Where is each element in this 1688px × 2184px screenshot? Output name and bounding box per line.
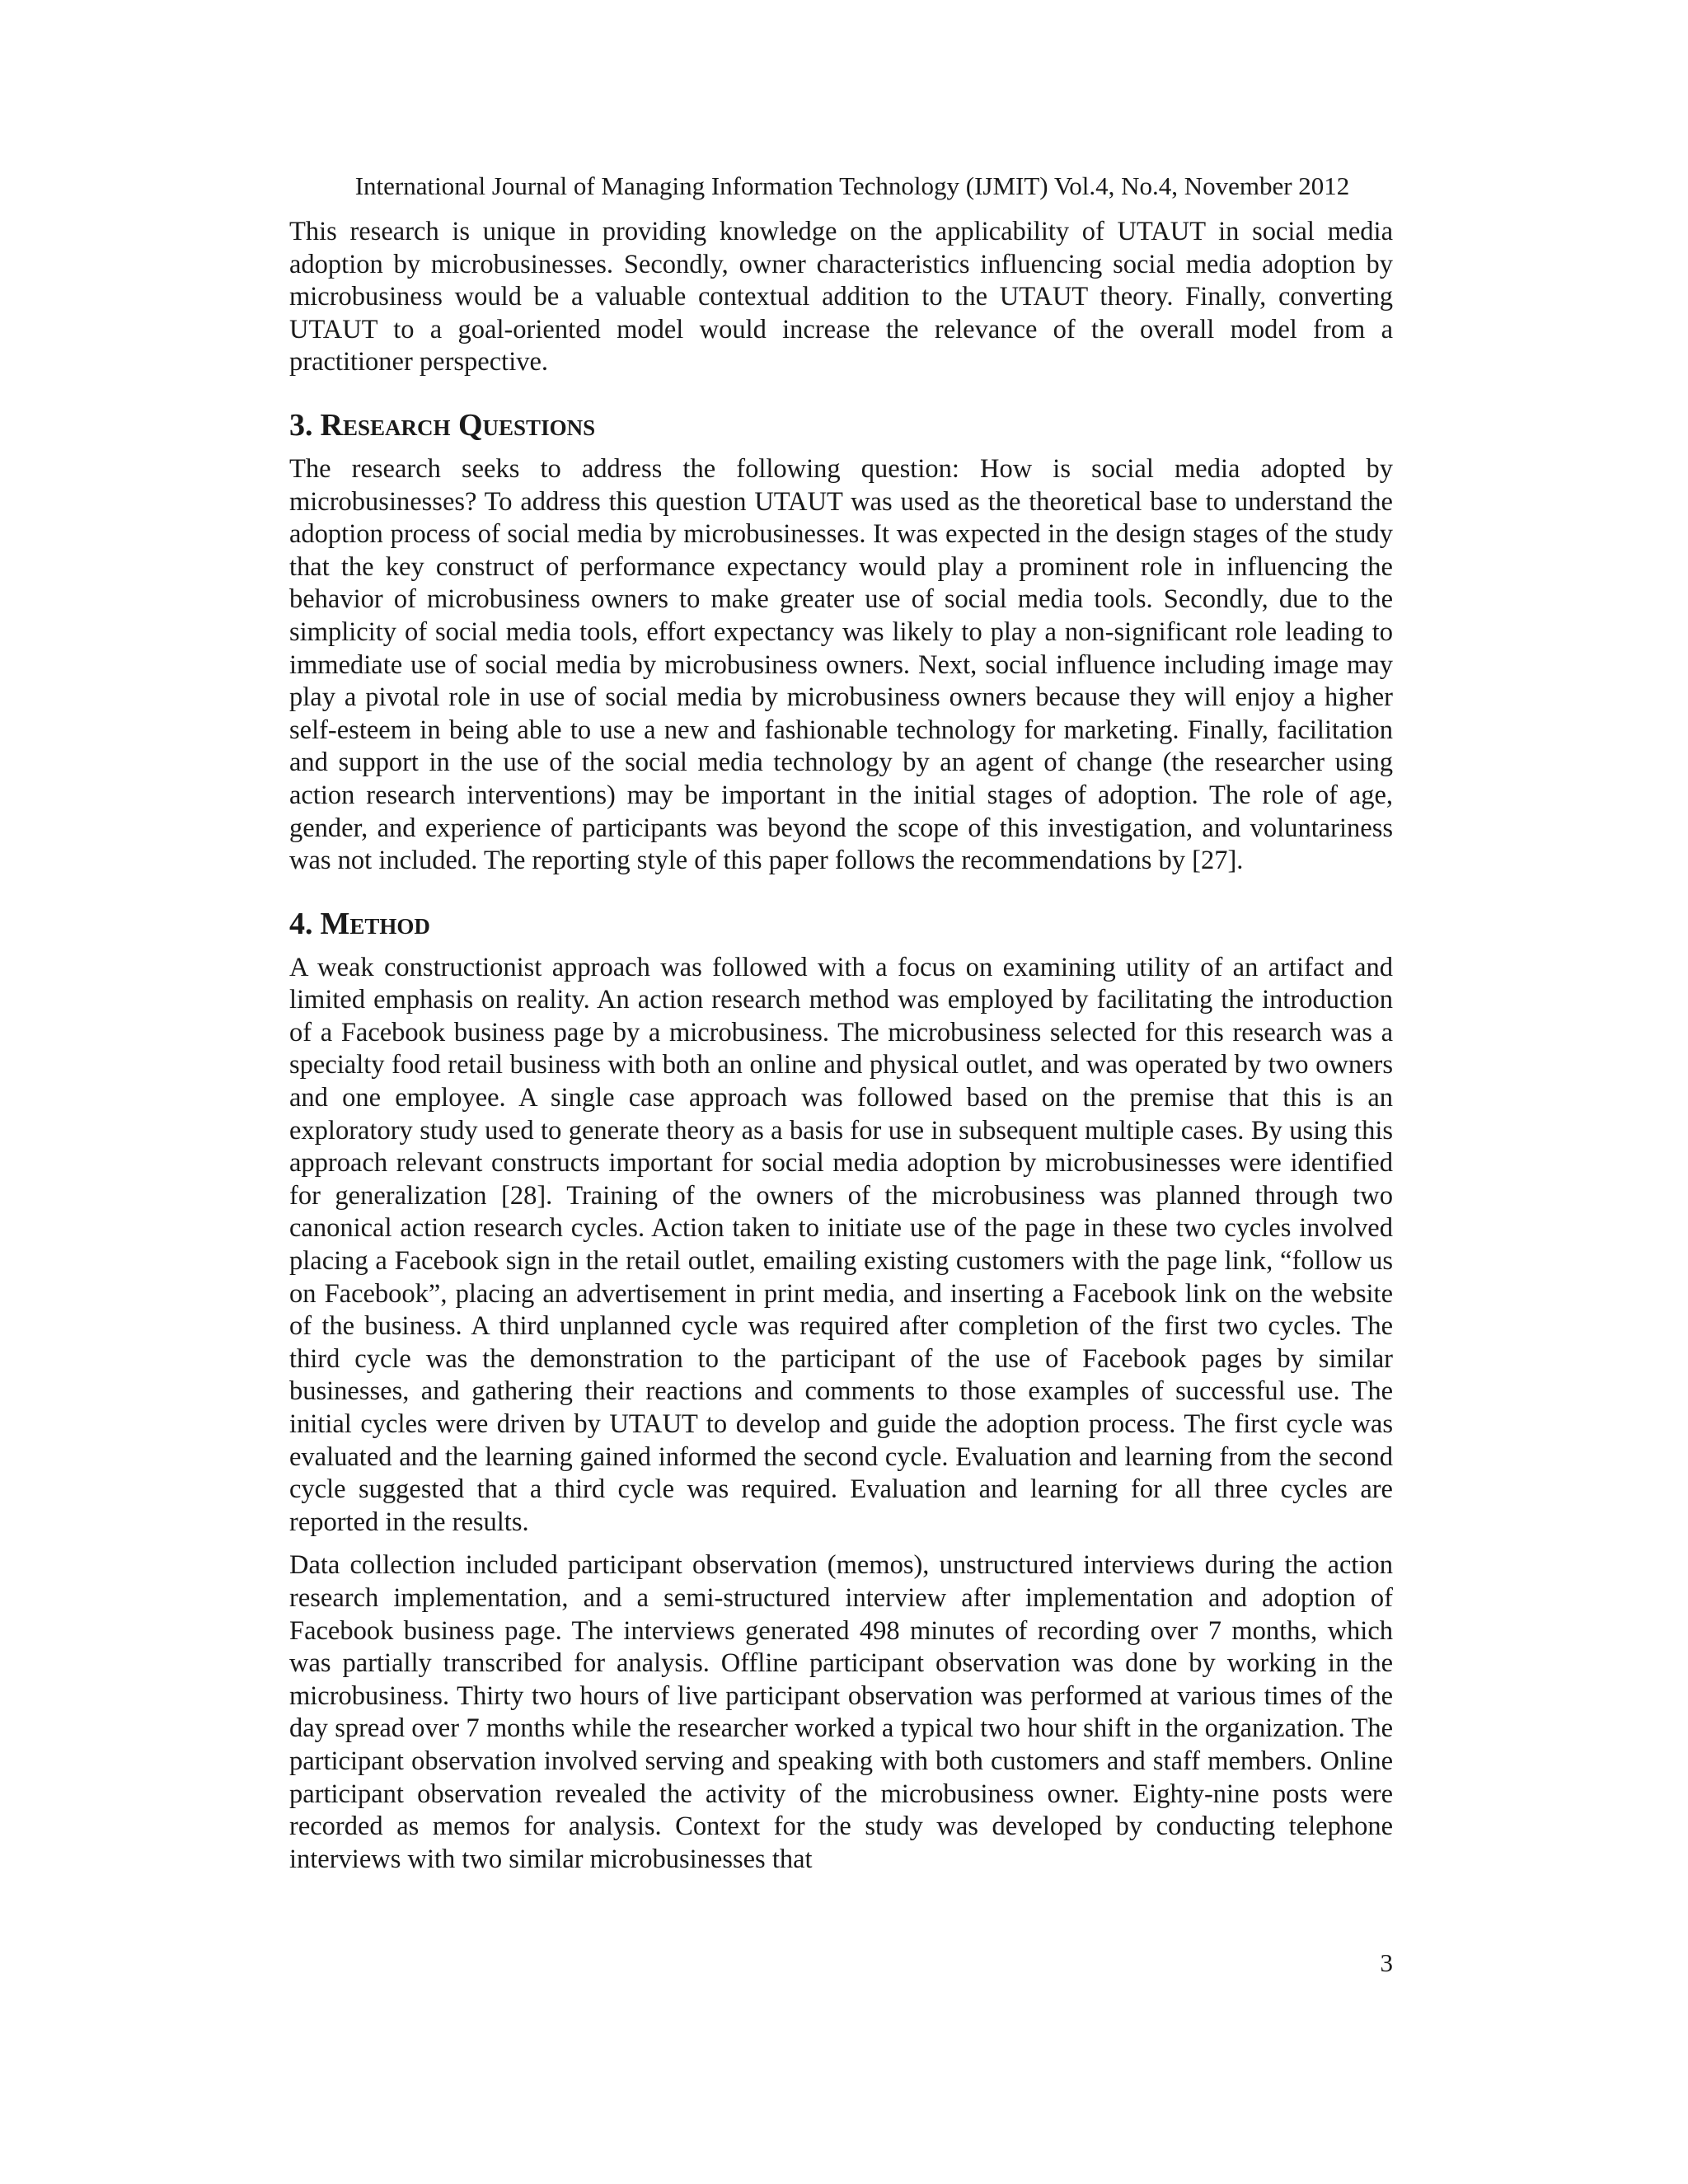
method-paragraph-1: A weak constructionist approach was followed with a focus on examining utility of an artifact and limited emphasis on reality. An action research method was employed by facilitating the introduction of a Facebook business page by a microbusiness. The microbusiness selected for this research was a specialty food retail business with both an online and physical outlet, and was operated by two owners and one employee. A single case approach was followed based on the premise that this is an exploratory study used to generate theory as a basis for use in subsequent multiple cases. By using this approach relevant constructs important for social media adoption by microbusinesses were identified for generalization [28]. Training of the owners of the microbusiness was planned through two canonical action research cycles. Action taken to initiate use of the page in these two cycles involved placing a Facebook sign in the retail outlet, emailing existing customers with the page link, “follow us on Facebook”, placing an advertisement in print media, and inserting a Facebook link on the website of the business. A third unplanned cycle was required after completion of the first two cycles. The third cycle was the demonstration to the participant of the use of Facebook pages by similar businesses, and gathering their reactions and comments to those examples of successful use. The initial cycles were driven by UTAUT to develop and guide the adoption process. The first cycle was evaluated and the learning gained informed the second cycle. Evaluation and learning from the second cycle suggested that a third cycle was required. Evaluation and learning for all three cycles are reported in the results. — [289, 952, 1393, 1537]
section-heading-method — [289, 904, 1393, 944]
section-number: 3. — [289, 407, 313, 443]
page-number: 3 — [1380, 1948, 1393, 1977]
running-header: International Journal of Managing Information Technology (IJMIT) Vol.4, No.4, November 2012 — [354, 171, 1350, 200]
page-body — [289, 216, 1393, 1876]
section-title: Method — [320, 906, 430, 941]
section-number: 4. — [289, 906, 313, 941]
method-paragraph-2: Data collection included participant observation (memos), unstructured interviews during the action research implementation, and a semi-structured interview after implementation and adoption of Facebook business page. The interviews generated 498 minutes of recording over 7 months, which was partially transcribed for analysis. Offline participant observation was done by working in the microbusiness. Thirty two hours of live participant observation was performed at various times of the day spread over 7 months while the researcher worked a typical two hour shift in the organization. The participant observation involved serving and speaking with both customers and staff members. Online participant observation revealed the activity of the microbusiness owner. Eighty-nine posts were recorded as memos for analysis. Context for the study was developed by conducting telephone interviews with two similar microbusinesses that — [289, 1550, 1393, 1874]
section-title: Research Questions — [320, 407, 596, 443]
intro-paragraph: This research is unique in providing knowledge on the applicability of UTAUT in social media adoption by microbusinesses. Secondly, owner characteristics influencing social media adoption by microbusiness would be a valuable contextual addition to the UTAUT theory. Finally, converting UTAUT to a goal-oriented model would increase the relevance of the overall model from a practitioner perspective. — [289, 217, 1393, 377]
section-heading-research-questions — [289, 405, 1393, 445]
research-questions-paragraph: The research seeks to address the following question: How is social media adopted by microbusinesses? To address this question UTAUT was used as the theoretical base to understand the adoption process of social media by microbusinesses. It was expected in the design stages of the study that the key construct of performance expectancy would play a prominent role in influencing the behavior of microbusiness owners to make greater use of social media tools. Secondly, due to the simplicity of social media tools, effort expectancy was likely to play a non-significant role leading to immediate use of social media by microbusiness owners. Next, social influence including image may play a pivotal role in use of social media by microbusiness owners because they will enjoy a higher self-esteem in being able to use a new and fashionable technology for marketing. Finally, facilitation and support in the use of the social media technology by an agent of change (the researcher using action research interventions) may be important in the initial stages of adoption. The role of age, gender, and experience of participants was beyond the scope of this investigation, and voluntariness was not included. The reporting style of this paper follows the recommendations by [27]. — [289, 453, 1393, 876]
